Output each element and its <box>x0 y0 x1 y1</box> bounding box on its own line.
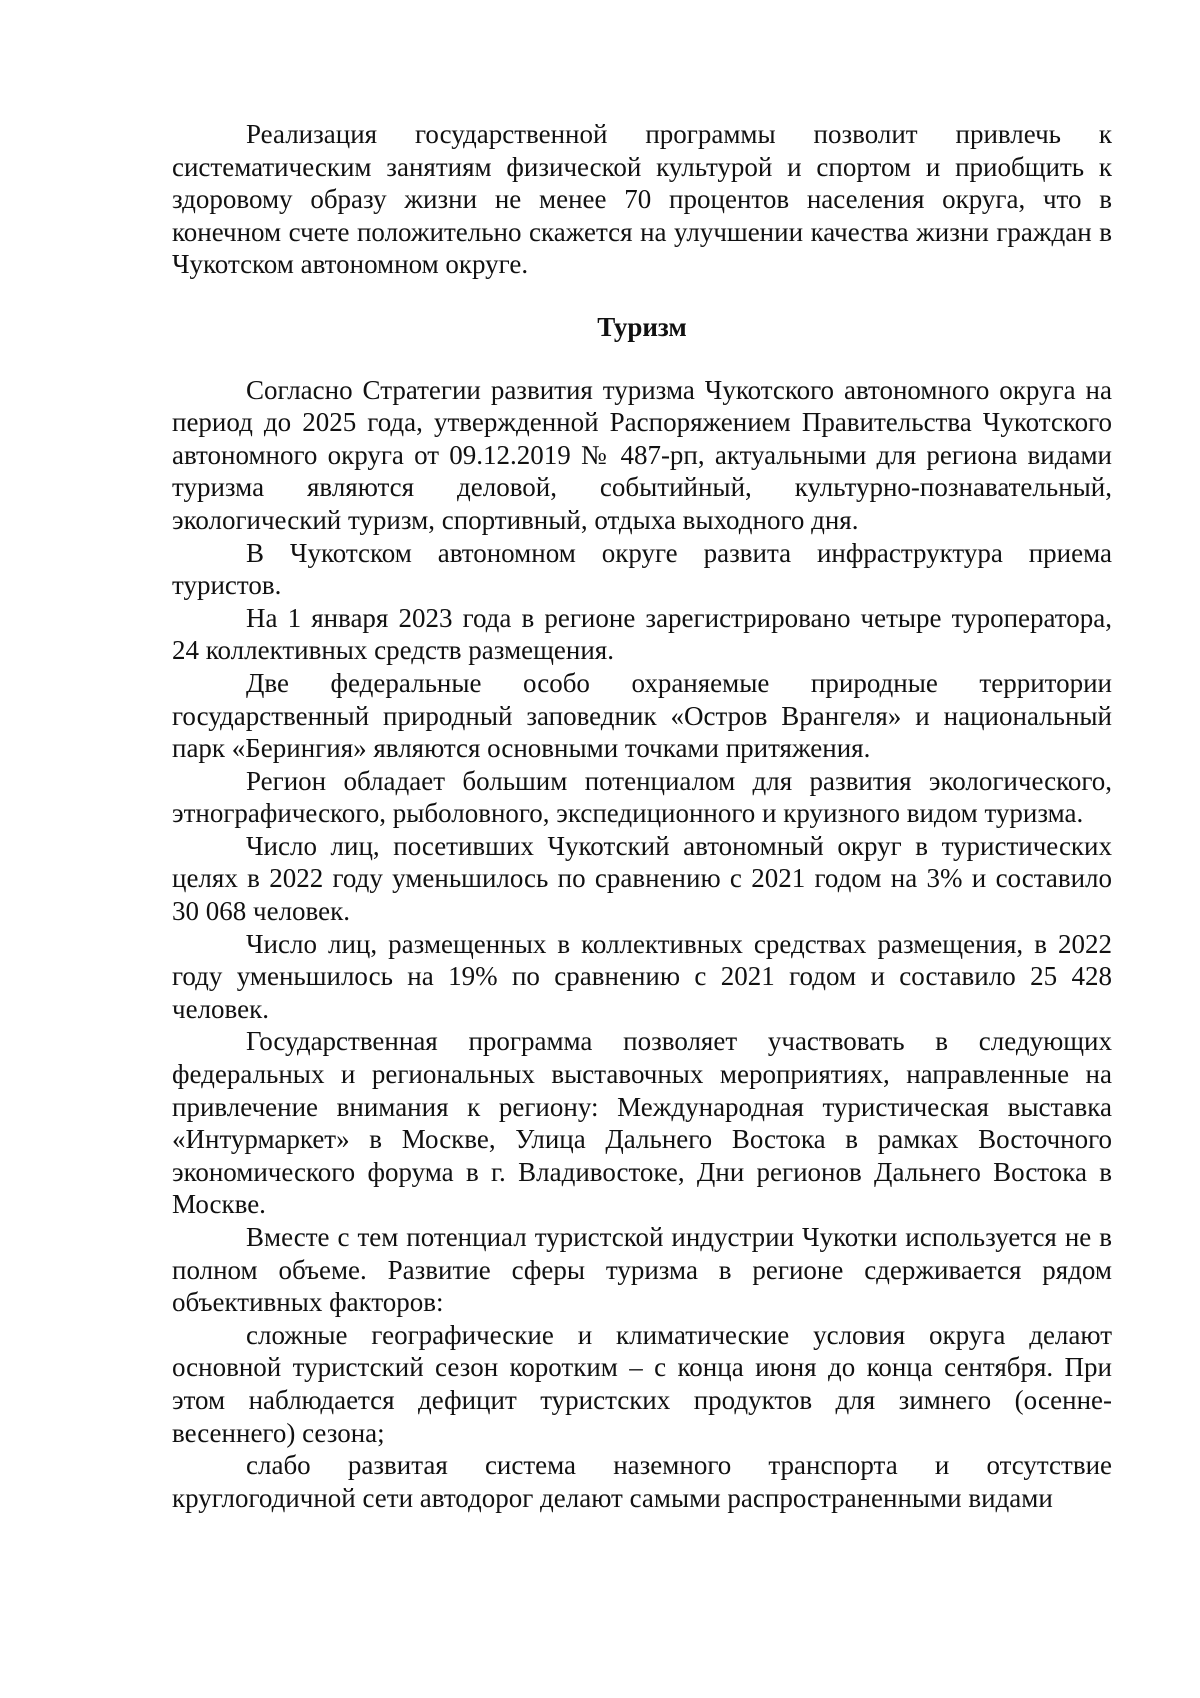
paragraph-strategy: Согласно Стратегии развития туризма Чукотского автономного округа на период до 2025 года, утвержденной Распоряжением Правительства Чукотского автономного округа от 09.12.2019 № 487-рп, актуальными для региона видами туризма являются деловой, событийный, культурно-познавательный, экологический туризм, спортивный, отдыха выходного дня. <box>172 374 1112 535</box>
paragraph-transport: слабо развитая система наземного транспорта и отсутствие круглогодичной сети автодорог делают самыми распространенными видами <box>172 1450 1112 1513</box>
intro-paragraph: Реализация государственной программы позволит привлечь к систематическим занятиям физической культурой и спортом и приобщить к здоровому образу жизни не менее 70 процентов населения округа, что в конечном счете положительно скажется на улучшении качества жизни граждан в Чукотском автономном округе. <box>172 119 1112 280</box>
paragraph-visitors: Число лиц, посетивших Чукотский автономный округ в туристических целях в 2022 году уменьшилось по сравнению с 2021 годом на 3% и составило 30 068 человек. <box>172 830 1112 927</box>
paragraph-infrastructure: В Чукотском автономном округе развита инфраструктура приема туристов. <box>172 537 1112 601</box>
paragraph-climate: сложные географические и климатические условия округа делают основной туристский сезон коротким – с конца июня до конца сентября. При этом наблюдается дефицит туристских продуктов для зимнего (осенне-весеннего) сезона; <box>172 1319 1112 1448</box>
paragraph-potential: Регион обладает большим потенциалом для развития экологического, этнографического, рыболовного, экспедиционного и круизного видом туризма. <box>172 765 1112 829</box>
section-title: Туризм <box>597 311 687 342</box>
paragraph-operators: На 1 января 2023 года в регионе зарегистрировано четыре туроператора, 24 коллективных средств размещения. <box>172 602 1112 666</box>
paragraph-accommodation: Число лиц, размещенных в коллективных средствах размещения, в 2022 году уменьшилось на 19% по сравнению с 2021 годом и составило 25 428 человек. <box>172 928 1112 1024</box>
document-body <box>172 118 1112 1514</box>
paragraph-constraints: Вместе с тем потенциал туристской индустрии Чукотки используется не в полном объеме. Развитие сферы туризма в регионе сдерживается рядом объективных факторов: <box>172 1222 1112 1318</box>
paragraph-protected-areas: Две федеральные особо охраняемые природные территории государственный природный заповедник «Остров Врангеля» и национальный парк «Берингия» являются основными точками притяжения. <box>172 667 1112 764</box>
paragraph-exhibitions: Государственная программа позволяет участвовать в следующих федеральных и региональных выставочных мероприятиях, направленные на привлечение внимания к региону: Международная туристическая выставка «Интурмаркет» в Москве, Улица Дальнего Востока в рамках Восточного экономического форума в г. Владивостоке, Дни регионов Дальнего Востока в Москве. <box>172 1026 1112 1220</box>
